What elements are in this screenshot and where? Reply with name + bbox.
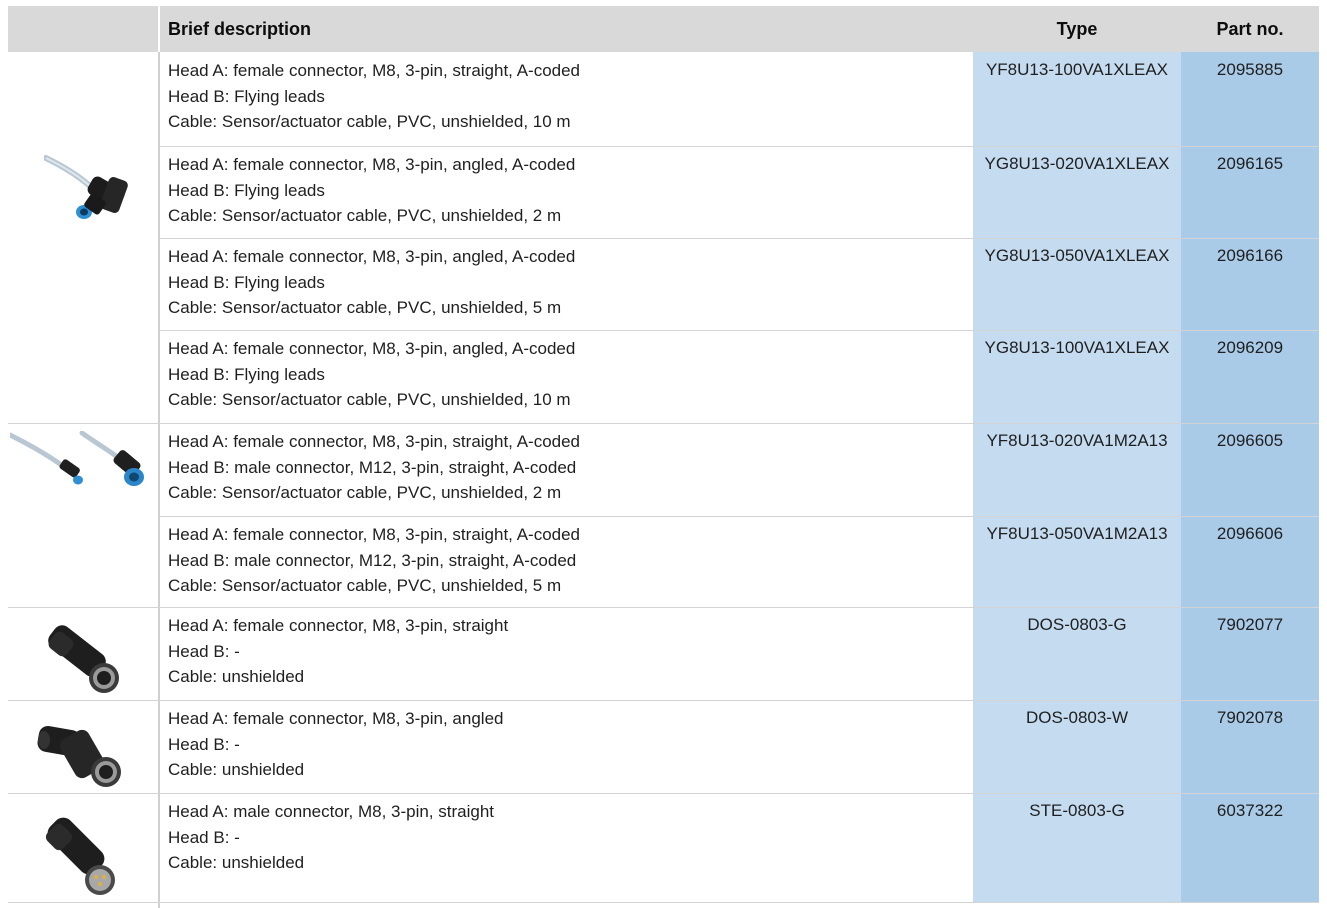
description-line: Head B: male connector, M12, 3-pin, straight, A-coded [168, 550, 577, 570]
table-row [8, 607, 1319, 700]
row-divider [160, 700, 1319, 701]
row-divider [160, 793, 1319, 794]
table-row [8, 52, 1319, 146]
field-connector-female-angled-image [34, 712, 130, 796]
image-group-divider [8, 423, 158, 424]
type-cell [973, 238, 1181, 330]
part-no-value: 7902078 [1216, 708, 1284, 727]
type-value: YG8U13-020VA1XLEAX [984, 154, 1170, 173]
row-divider [160, 146, 1319, 147]
description-line: Head A: female connector, M8, 3-pin, angled, A-coded [168, 155, 576, 174]
type-value: YF8U13-050VA1M2A13 [986, 524, 1168, 543]
table-row [8, 423, 1319, 516]
description-line: Cable: Sensor/actuator cable, PVC, unshielded, 5 m [168, 298, 562, 318]
part-no-cell [1181, 516, 1319, 607]
type-cell [973, 146, 1181, 238]
part-no-cell [1181, 607, 1319, 700]
description-line: Head A: female connector, M8, 3-pin, straight, A-coded [168, 61, 581, 80]
type-value: YG8U13-050VA1XLEAX [984, 246, 1170, 265]
description-line: Head B: male connector, M12, 3-pin, straight, A-coded [168, 457, 577, 477]
description-line: Head A: female connector, M8, 3-pin, angled, A-coded [168, 339, 576, 358]
type-cell [973, 423, 1181, 516]
part-no-value: 2096605 [1216, 431, 1284, 450]
brief-description-cell [160, 330, 973, 423]
row-divider [160, 423, 1319, 424]
description-line: Head A: female connector, M8, 3-pin, straight [168, 616, 509, 635]
table-row [8, 700, 1319, 793]
part-no-value: 2096166 [1216, 246, 1284, 265]
brief-description-cell [160, 423, 973, 516]
table-header-image-cell [8, 6, 158, 52]
table-row [8, 516, 1319, 607]
brief-description-cell [160, 146, 973, 238]
description-line: Head A: female connector, M8, 3-pin, angled, A-coded [168, 247, 576, 266]
type-value: YF8U13-100VA1XLEAX [985, 60, 1169, 79]
description-line: Cable: unshielded [168, 760, 305, 780]
description-line: Head B: - [168, 641, 240, 661]
part-no-cell [1181, 423, 1319, 516]
image-group-divider [8, 607, 158, 608]
row-divider [160, 607, 1319, 608]
part-no-cell [1181, 793, 1319, 902]
description-line: Cable: Sensor/actuator cable, PVC, unshielded, 10 m [168, 390, 571, 410]
part-no-cell [1181, 52, 1319, 146]
description-line: Cable: unshielded [168, 853, 305, 873]
table-row [8, 238, 1319, 330]
type-cell [973, 330, 1181, 423]
description-line: Head B: Flying leads [168, 364, 325, 384]
field-connector-female-straight-image [40, 616, 126, 700]
description-line: Head B: - [168, 734, 240, 754]
description-line: Head A: female connector, M8, 3-pin, angled [168, 709, 504, 728]
part-no-value: 7902077 [1216, 615, 1284, 634]
connector-angled-cable-image [44, 152, 132, 232]
header-type: Type [1056, 19, 1098, 39]
connector-straight-m12-cable-image [10, 431, 158, 503]
type-cell [973, 52, 1181, 146]
header-part-no: Part no. [1216, 19, 1284, 39]
description-line: Head B: Flying leads [168, 272, 325, 292]
description-line: Head A: female connector, M8, 3-pin, straight, A-coded [168, 525, 581, 544]
header-brief-description: Brief description [168, 19, 312, 39]
description-line: Cable: Sensor/actuator cable, PVC, unshielded, 2 m [168, 483, 562, 503]
type-value: STE-0803-G [1029, 801, 1125, 820]
type-cell [973, 793, 1181, 902]
part-no-value: 6037322 [1216, 801, 1284, 820]
part-no-value: 2096165 [1216, 154, 1284, 173]
brief-description-cell [160, 607, 973, 700]
type-value: YF8U13-020VA1M2A13 [986, 431, 1168, 450]
type-value: DOS-0803-G [1027, 615, 1127, 634]
brief-description-cell [160, 516, 973, 607]
type-cell [973, 607, 1181, 700]
description-line: Cable: Sensor/actuator cable, PVC, unshielded, 10 m [168, 112, 571, 132]
brief-description-cell [160, 700, 973, 793]
description-line: Cable: Sensor/actuator cable, PVC, unshielded, 2 m [168, 206, 562, 226]
description-line: Cable: Sensor/actuator cable, PVC, unshielded, 5 m [168, 576, 562, 596]
part-no-cell [1181, 146, 1319, 238]
brief-description-cell [160, 238, 973, 330]
image-group-divider [8, 700, 158, 701]
table-row [8, 146, 1319, 238]
part-no-value: 2096606 [1216, 524, 1284, 543]
description-line: Head A: female connector, M8, 3-pin, straight, A-coded [168, 432, 581, 451]
description-line: Head A: male connector, M8, 3-pin, straight [168, 802, 495, 821]
type-value: YG8U13-100VA1XLEAX [984, 338, 1170, 357]
table-row [8, 793, 1319, 902]
description-line: Head B: - [168, 827, 240, 847]
part-no-cell [1181, 700, 1319, 793]
type-cell [973, 516, 1181, 607]
field-connector-male-straight-image [38, 812, 128, 904]
part-no-value: 2095885 [1216, 60, 1284, 79]
description-line: Head B: Flying leads [168, 180, 325, 200]
part-no-cell [1181, 330, 1319, 423]
part-no-value: 2096209 [1216, 338, 1284, 357]
type-value: DOS-0803-W [1025, 708, 1129, 727]
row-divider [160, 330, 1319, 331]
brief-description-cell [160, 793, 973, 902]
description-line: Head B: Flying leads [168, 86, 325, 106]
table-bottom-border [8, 902, 1319, 903]
table-row [8, 330, 1319, 423]
brief-description-cell [160, 52, 973, 146]
type-cell [973, 700, 1181, 793]
row-divider [160, 238, 1319, 239]
description-line: Cable: unshielded [168, 667, 305, 687]
part-no-cell [1181, 238, 1319, 330]
row-divider [160, 516, 1319, 517]
